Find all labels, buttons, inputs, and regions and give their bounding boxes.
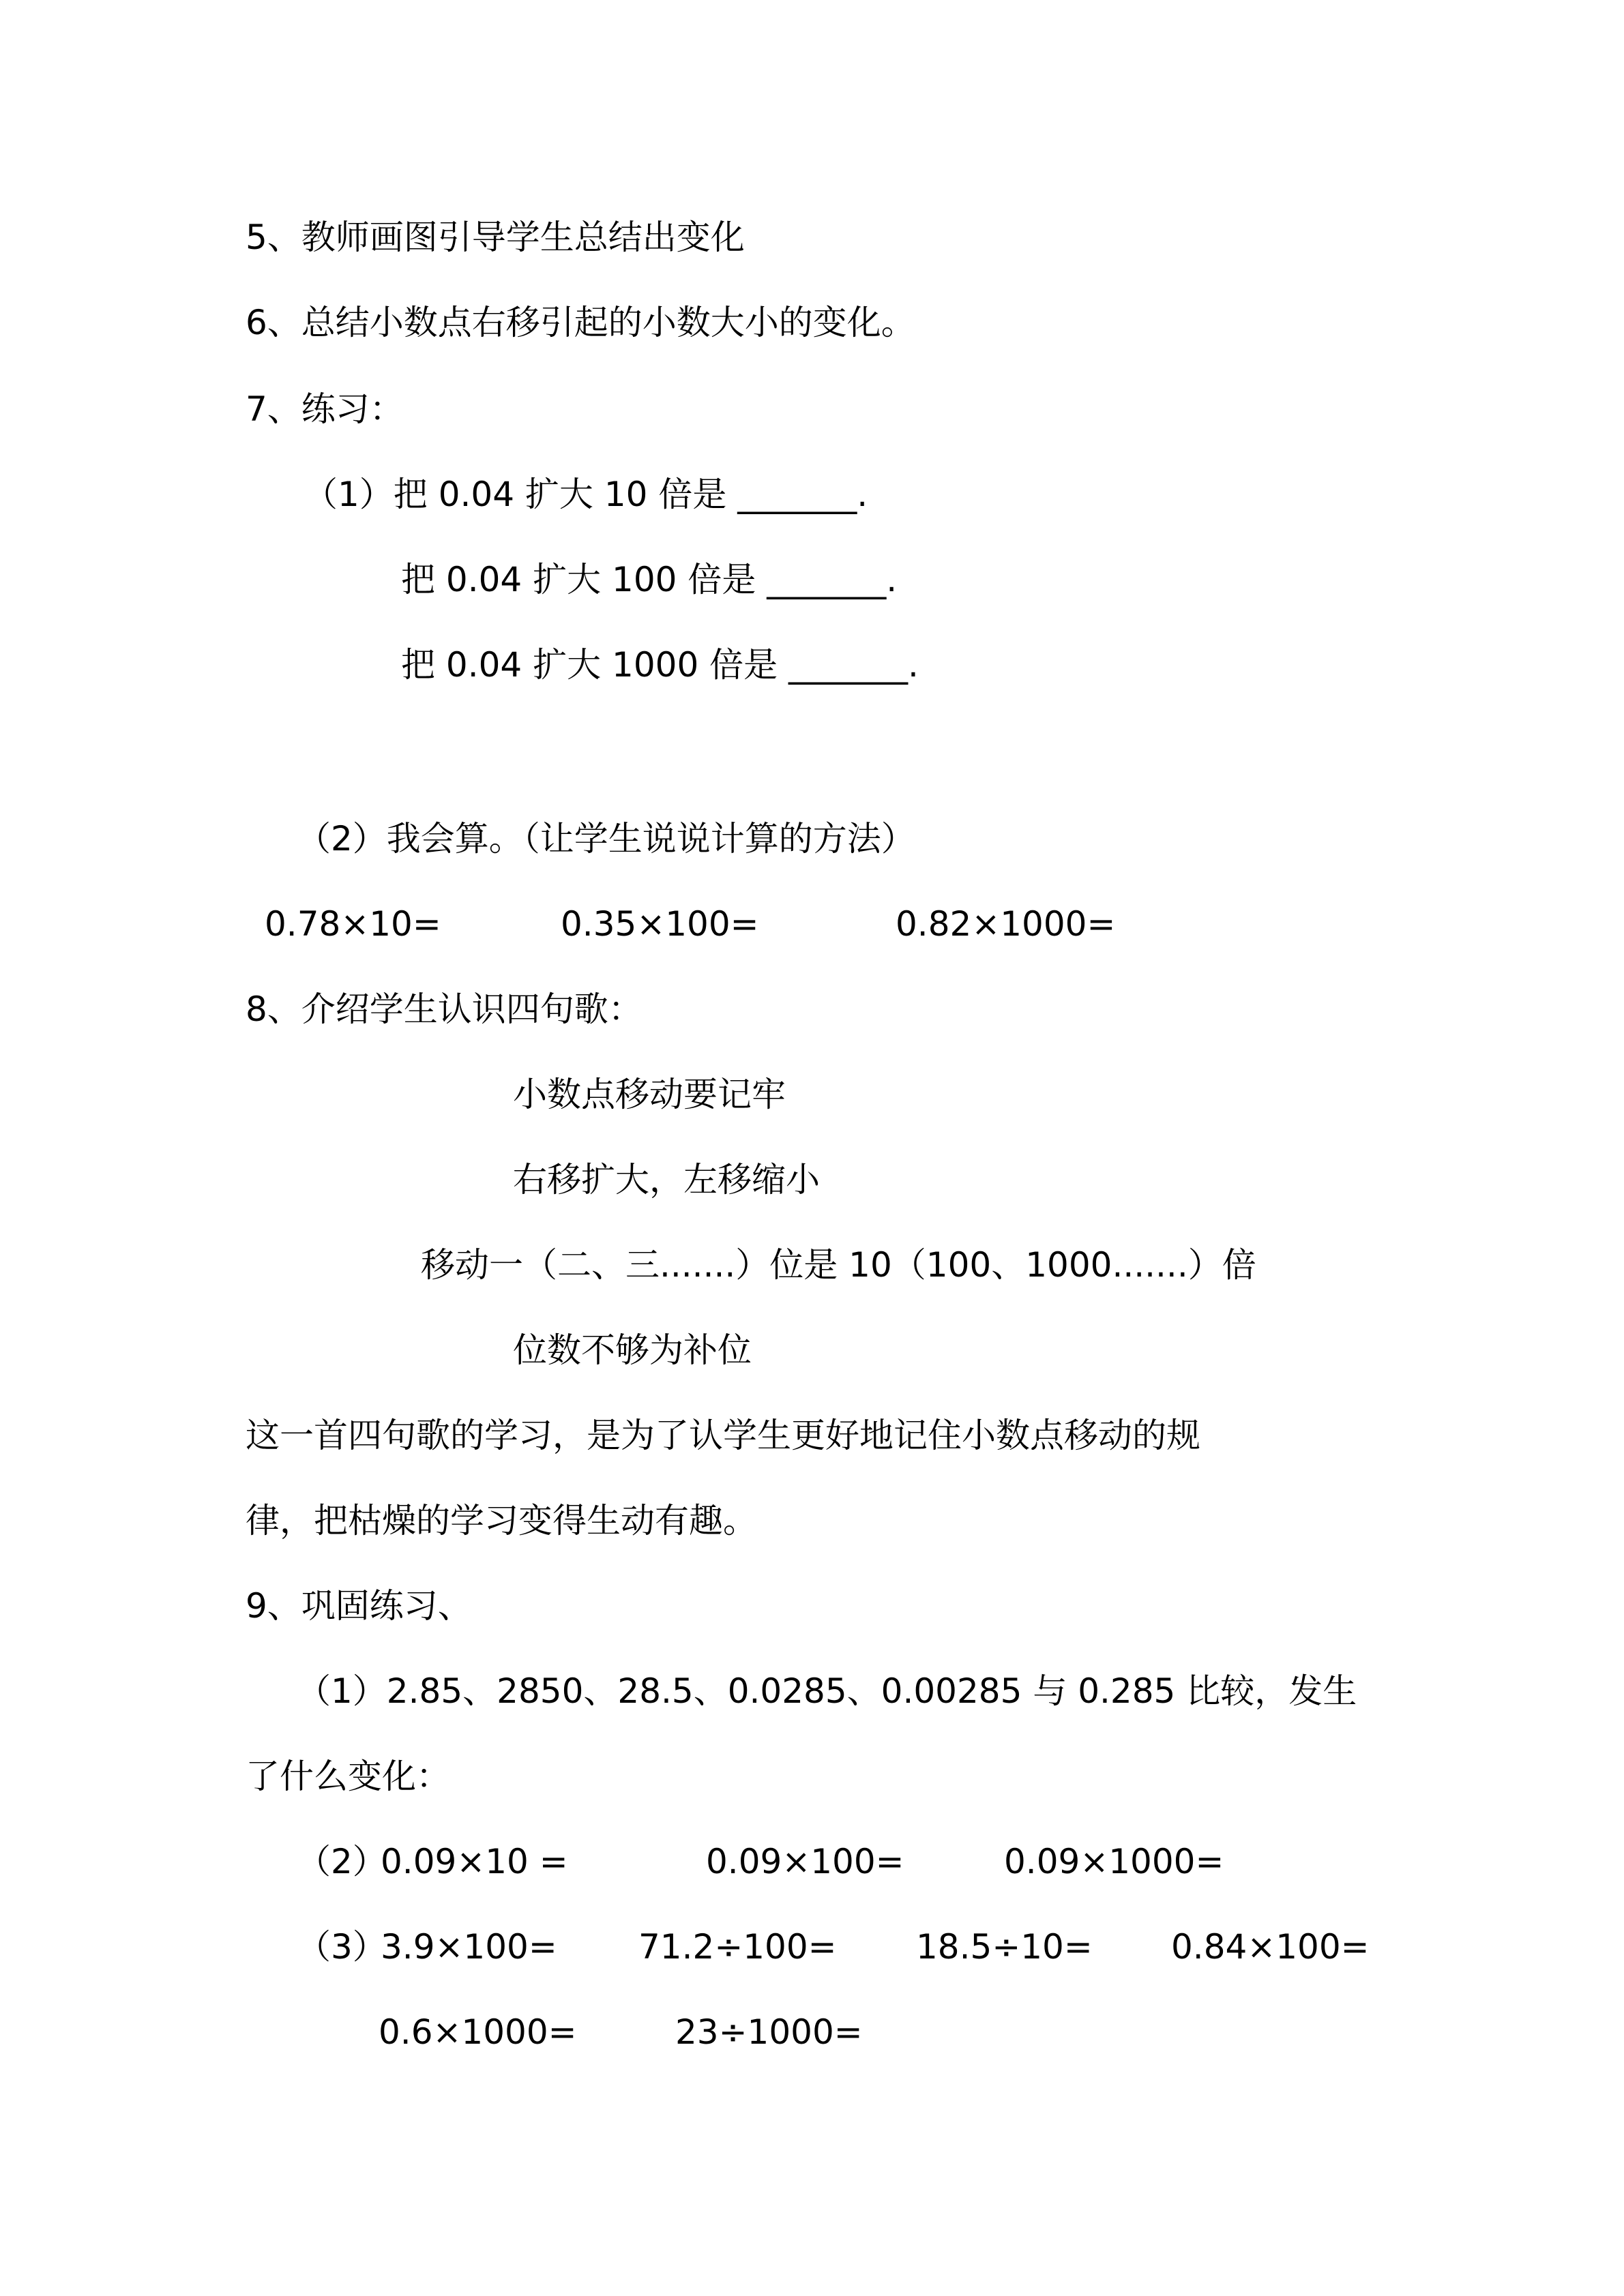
exercise-7-q1-c bbox=[401, 644, 919, 685]
step-8-note-line-1-text: 这一首四句歌的学习，是为了认学生更好地记住小数点移动的规 bbox=[246, 1416, 1200, 1455]
q2-label: （2） bbox=[297, 1842, 387, 1881]
exercise-7-q2-row bbox=[0, 904, 1624, 944]
step-5-text: 5、教师画图引导学生总结出变化 bbox=[246, 218, 745, 257]
exercise-7-q2-title-text: （2）我会算。（让学生说说计算的方法） bbox=[297, 819, 915, 859]
exercise-7-q1-c-text: 把 0.04 扩大 1000 倍是 _______. bbox=[401, 645, 919, 685]
calc-item: 0.78×10= bbox=[265, 904, 441, 944]
exercise-7-q1-b-text: 把 0.04 扩大 100 倍是 _______. bbox=[401, 560, 898, 599]
step-9-q1-line-2-text: 了什么变化： bbox=[246, 1757, 450, 1796]
calc-item: 0.09×100= bbox=[706, 1842, 904, 1881]
calc-item: 0.35×100= bbox=[561, 904, 759, 944]
calc-item: 23÷1000= bbox=[675, 2012, 863, 2052]
step-8-note-line-1 bbox=[246, 1415, 1200, 1456]
poem-line-4-text: 位数不够为补位 bbox=[513, 1330, 752, 1370]
q3-label: （3） bbox=[297, 1927, 387, 1967]
step-7-line bbox=[246, 389, 404, 430]
poem-line-1-text: 小数点移动要记牢 bbox=[513, 1075, 786, 1114]
poem-line-4 bbox=[513, 1330, 752, 1371]
calc-item: 18.5÷10= bbox=[916, 1927, 1093, 1967]
step-7-text: 7、练习： bbox=[246, 389, 404, 429]
calc-item: 0.09×10 = bbox=[381, 1842, 568, 1881]
poem-line-2 bbox=[513, 1159, 820, 1200]
calc-item: 0.82×1000= bbox=[896, 904, 1116, 944]
step-8-note-line-2 bbox=[246, 1500, 757, 1541]
step-9-q1-line-1-text: （1）2.85、2850、28.5、0.0285、0.00285 与 0.285 比较，发生 bbox=[297, 1671, 1357, 1711]
step-8-note-line-2-text: 律，把枯燥的学习变得生动有趣。 bbox=[246, 1501, 757, 1540]
calc-item: 0.09×1000= bbox=[1004, 1842, 1224, 1881]
exercise-7-q2-title bbox=[297, 818, 915, 859]
exercise-7-q1-a bbox=[304, 474, 868, 515]
step-8-title: 8、介绍学生认识四句歌： bbox=[246, 989, 643, 1029]
calc-item: 0.84×100= bbox=[1171, 1927, 1370, 1967]
calc-item: 0.6×1000= bbox=[379, 2012, 577, 2052]
poem-line-3-text: 移动一（二、三.......）位是 10（100、1000.......）倍 bbox=[421, 1245, 1256, 1285]
step-9-q1-line-2 bbox=[246, 1756, 450, 1797]
step-9-q1-line-1 bbox=[297, 1671, 1357, 1712]
step-9-q3-row-2 bbox=[0, 2012, 1624, 2053]
exercise-7-q1-a-text: （1）把 0.04 扩大 10 倍是 _______. bbox=[304, 475, 868, 514]
step-9-q3-row-1 bbox=[0, 1926, 1624, 1967]
step-6-text: 6、总结小数点右移引起的小数大小的变化。 bbox=[246, 303, 915, 342]
calc-item: 71.2÷100= bbox=[638, 1927, 837, 1967]
step-6-line bbox=[246, 302, 915, 343]
poem-line-1 bbox=[513, 1074, 786, 1115]
calc-item: 3.9×100= bbox=[381, 1927, 557, 1967]
step-5-line bbox=[246, 217, 745, 258]
step-9-line bbox=[246, 1585, 472, 1626]
step-8-line bbox=[246, 989, 643, 1030]
step-9-title: 9、巩固练习、 bbox=[246, 1586, 472, 1626]
poem-line-3 bbox=[421, 1244, 1256, 1285]
step-9-q2-row bbox=[0, 1841, 1624, 1882]
poem-line-2-text: 右移扩大，左移缩小 bbox=[513, 1160, 820, 1199]
exercise-7-q1-b bbox=[401, 559, 897, 600]
